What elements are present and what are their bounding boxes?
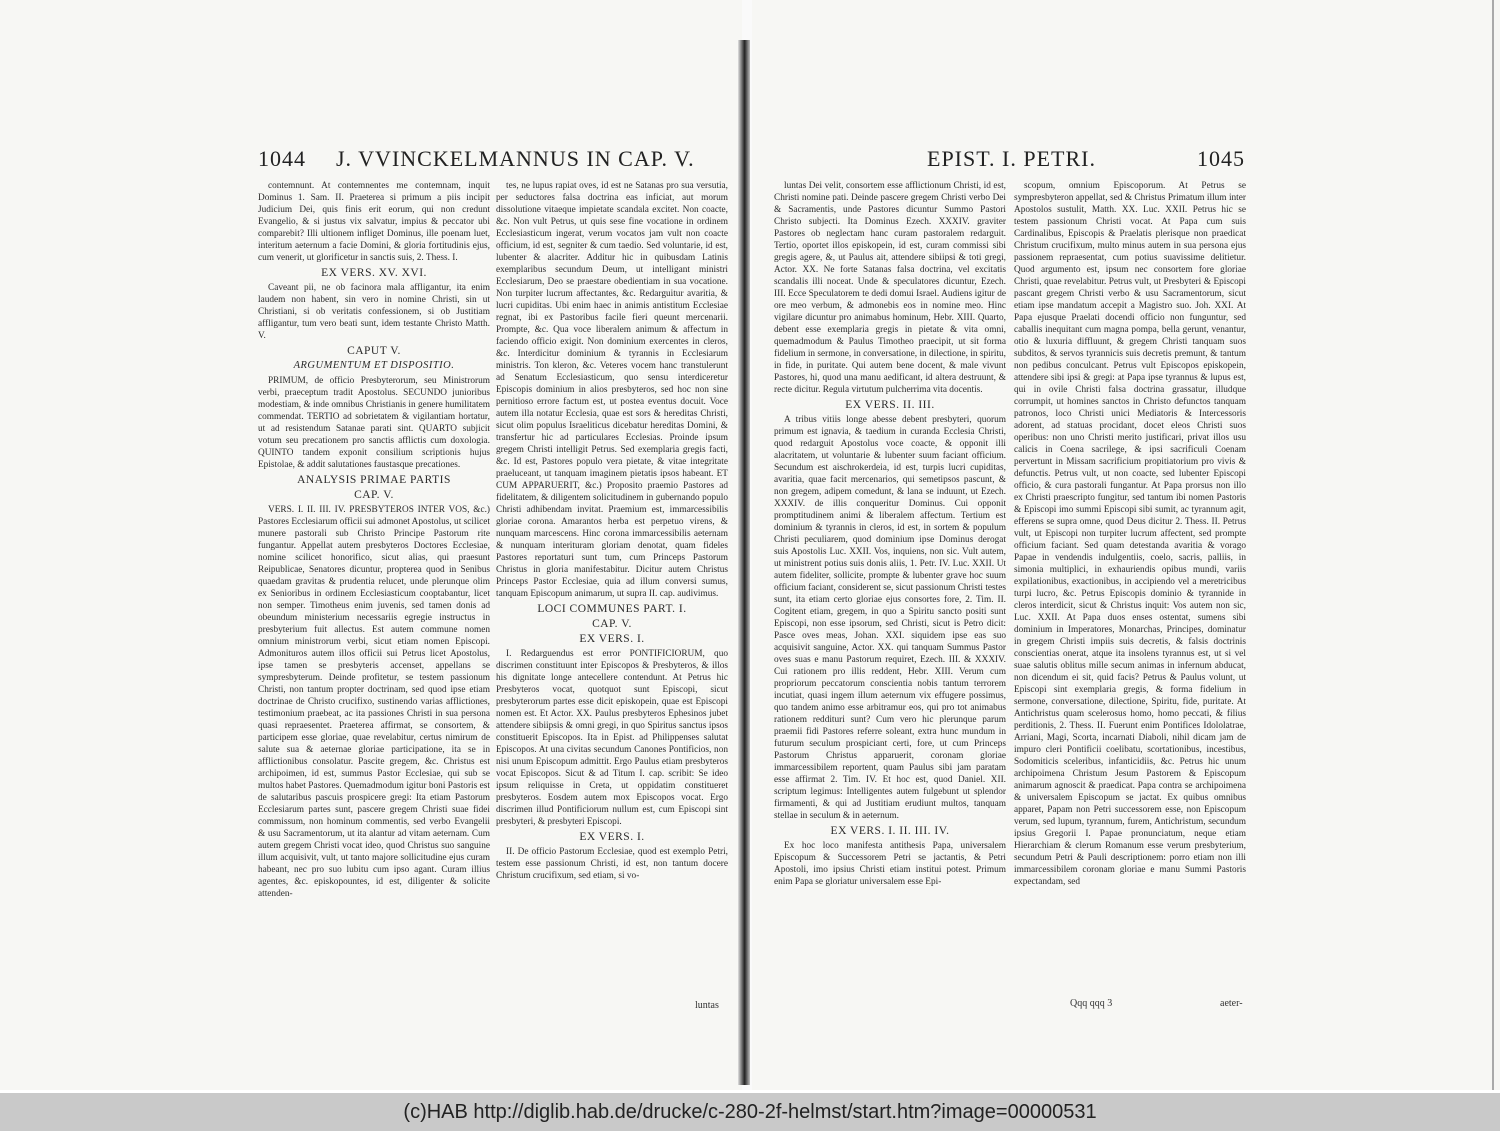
paragraph: I. Redarguendus est error PONTIFICIORUM, quo discrimen constituunt inter Episcopos & Presbyteros, & illos his dignitate longe antecellere contendunt. At Petrus hic Presbyteros vocat, quotquot sunt Episcopi, sicut presbyterorum partes esse dicit episkopein, quae est Episcopi nomen est. Et Actor. XX. Paulus presbyteros Ephesinos jubet attendere sibiipsis & omni gregi, in quo Spiritus sanctus ipsos constituerit Episcopos. Ita in Epist. ad Philippenses salutat Episcopos. At una civitas secundum Canones Pontificios, non nisi unum Episcopum admittit. Ergo Paulus etiam presbyteros vocat Episcopos. Sicut & ad Titum I. cap. scribit: Se ideo ipsum reliquisse in Creta, ut oppidatim constitueret presbyteros. Eosdem autem mox Episcopos vocat. Ergo discrimen illud Pontificiorum nullum est, cum Episcopi sint presbyteri, & presbyteri Episcopi. xyxy=(496,649,728,827)
section-heading: CAP. V. xyxy=(592,618,632,630)
right-page-number: 1045 xyxy=(1197,146,1245,171)
right-column-2 xyxy=(1014,180,1246,1000)
section-heading: EX VERS. I. xyxy=(579,633,645,645)
paragraph: II. De officio Pastorum Ecclesiae, quod est exemplo Petri, testem esse passionum Christi, id est, non tantum docere Christum crucifixum, sed etiam, si vo- xyxy=(496,847,728,881)
paragraph: PRIMUM, de officio Presbyterorum, seu Ministrorum verbi, praeceptum tradit Apostolus. SECUNDO junioribus modestiam, & inde omnibus Christianis in genere humilitatem commendat. TERTIO ad sobrietatem & vigilantiam hortatur, ut ad resistendum Satanae parati sint. QUARTO subjicit votum seu precationem pro sanctis afflictis cum doxologia. QUINTO tandem exponit consilium scriptionis hujus Epistolae, & addit salutationes faustasque precationes. xyxy=(258,376,490,470)
right-column-1 xyxy=(774,180,1006,1000)
left-column-2 xyxy=(496,180,728,1000)
left-column-1 xyxy=(258,180,490,1000)
section-heading: ARGUMENTUM ET DISPOSITIO. xyxy=(293,360,455,371)
paragraph: scopum, omnium Episcoporum. At Petrus se sympresbyteron appellat, sed & Christus Primatum illum inter Apostolos sustulit, Matth. XX. Luc. XXII. Petrus hic se testem passionum Christi vocat. At Papa cum suis Cardinalibus, Episcopis & Praelatis plerisque non praedicat Christum crucifixum, multo minus autem in sua persona ejus passionem repraesentat, cum potius suavissime delitietur. Quod argumento est, ipsum nec consortem fore gloriae Christi, quae revelabitur. Petrus vult, ut Presbyteri & Episcopi pascant gregem Christi verbo & usu Sacramentorum, sicut etiam ipse mandatum accepit a Magistro suo. Joh. XXI. At Papa ejusque Praelati docendi officio non funguntur, sed caballis inequitant cum magna pompa, bella gerunt, venantur, otio & luxuria diffluunt, & gregem Christi tanquam suos subditos, & servos tyrannicis suis decretis premunt, & tantum non pedibus conculcant. Petrus vult Episcopos episkopein, attendere sibi ipsi & gregi: at Papa ipse tyrannus & lupus est, qui in ovile Christi falsa doctrina grassatur, illudque corrumpit, ut homines sanctos in Christo defunctos tanquam patronos, loco Christi unici Mediatoris & Intercessoris adorent, ad statuas procidant, docet eleos Christi suos operibus: non uno Christi merito justificari, privat illos usu calicis in Coena sacrilege, & ipsi sacrificuli Coenam pervertunt in Missam sacrificium propitiatorium pro vivis & defunctis. Petrus vult, ut non coacte, sed lubenter Episcopi officio, & cura pastorali fungantur. At Papa prorsus non illo ex Christi praescripto fungitur, sed tantum ibi nomen Pastoris & Episcopi imo summi Episcopi sibi sumit, ac tyrannum agit, efferens se supra omne, quod Deus dicitur 2. Thess. II. Petrus vult, ut Episcopi non turpiter lucrum affectent, sed prompte officium faciant. Sed quam detestanda avaritia & vorago Papae in vendendis indulgentiis, coelo, sacris, palliis, in simonia multiplici, in exhauriendis opibus mundi, variis expilationibus, exactionibus, in accipiendo vel a meretricibus turpi lucro, &c. Petrus Episcopis dominio & tyrannide in cleros interdicit, sicut & Christus inquit: Vos autem non sic, Luc. XXII. At Papa duos enses ostentat, sumens sibi dominium in Imperatores, Monarchas, Principes, dominatur in gregem Christi impiis suis decretis, & falsis doctrinis conscientias onerat, atque ita insolens tyrannus est, ut si vel suae salutis oblitus mille secum animas in infernum abducat, non dicendum ei sit, quid facis? Petrus & Paulus volunt, ut Episcopi sint exemplaria gregis, & forma fidelium in sermone, conversatione, dilectione, Spiritu, fide, puritate. At Antichristus quam scelerosus homo, homo peccati, & filius perditionis, 2. Thess. II. Fuerunt enim Pontifices Idololatrae, Arriani, Magi, Scorta, incarnati Diaboli, nihil dicam jam de impuro cleri Pontificii coelibatu, scortationibus, incestibus, Sodomiticis sceleribus, infanticidiis, &c. Petrus hic unum archipoimena Christum Jesum Pastorem & Episcopum animarum agnoscit & praedicat. Papa contra se archipoimena & universalem Episcopum se jactat. Ex quibus omnibus apparet, Papam non Petri successorem esse, non Episcopum verum, sed lupum, tyrannum, furem, Antichristum, secundum ipsius Gregorii I. Papae pronunciatum, neque etiam Hierarchiam & clerum Romanum esse verum presbyterium, secundum Petri & Pauli descriptionem: porro etiam non illi immarcessibilem coronam gloriae e manu Summi Pastoris expectandam, sed xyxy=(1014,181,1246,887)
paragraph: Caveant pii, ne ob facinora mala affligantur, ita enim laudem non habent, sin vero in nomine Christi, sin ut Christiani, si ob veritatis confessionem, si ob Justitiam affligantur, tum vero beati sunt, idem testante Christo Matth. V. xyxy=(258,283,490,341)
paragraph: VERS. I. II. III. IV. PRESBYTEROS INTER VOS, &c.) Pastores Ecclesiarum officii sui admonet Apostolus, ut scilicet munere pastorali sub Christo Principe Pastorum rite fungantur. Appellat autem presbyteros Doctores Ecclesiae, nomine scilicet honorifico, sicut alias, qui praesunt Reipublicae, Senatores dicuntur, propterea quod in Senibus quaedam gravitas & prudentia relucet, unde plerunque olim ex Senioribus in ordinem Ecclesiasticum cooptabantur, licet non semper. Timotheus enim juvenis, sed tamen donis ad obeundum ministerium necessariis egregie instructus in presbyterium fuit allectus. Est autem commune nomen omnium ministrorum verbi, sicut etiam nomen Episcopi. Admonituros autem illos officii sui Petrus licet Apostolus, ipse tamen se presbyteris accenset, appellans se sympresbyterum. Deinde profitetur, se testem passionum Christi, non tantum propter doctrinam, sed quod ipse etiam doctrinae de Christo crucifixo, sustinendo varias afflictiones, testimonium praebeat, ac ita passiones Christi in sua persona quasi repraesentet. Praeterea affirmat, se consortem, & participem esse gloriae, quae revelabitur, certus nimirum de salute sua & aeternae gloriae participatione, ita se in afflictionibus consolatur. Pascite gregem, &c. Christus est archipoimen, id est, summus Pastor Ecclesiae, qui sub se multos habet Pastores. Quemadmodum igitur boni Pastoris est de salutaribus pascuis prospicere gregi: Ita etiam Pastorum Ecclesiarum partes sunt, pascere gregem Christi suae fidei commissum, non hominum commentis, sed verbo Evangelii & usu Sacramentorum, ut ita alantur ad vitam aeternam. Cum autem gregem Christi vocat ideo, quod Christus suo sanguine illum acquisivit, vult, ut tanto majore sollicitudine ejus curam habeant, nec pro suo lubitu cum ipso agant. Curam illius agentes, &c. episkopountes, id est, diligenter & solicite attenden- xyxy=(258,505,490,899)
section-heading: EX VERS. XV. XVI. xyxy=(321,267,427,279)
section-heading: EX VERS. II. III. xyxy=(845,399,935,411)
citation-text: (c)HAB http://diglib.hab.de/drucke/c-280-2f-helmst/start.htm?image=00000531 xyxy=(403,1100,1097,1123)
left-catchword: luntas xyxy=(695,1000,719,1011)
section-heading: CAP. V. xyxy=(354,489,394,501)
section-heading: LOCI COMMUNES PART. I. xyxy=(537,603,687,615)
page-edge xyxy=(1492,0,1494,1090)
section-heading: CAPUT V. xyxy=(347,345,401,357)
paragraph: Ex hoc loco manifesta antithesis Papa, universalem Episcopum & Successorem Petri se jactantis, & Petri Apostoli, imo ipsius Christi etiam institui potest. Primum enim Papa se gloriatur universalem esse Epi- xyxy=(774,841,1006,887)
paragraph: luntas Dei velit, consortem esse afflictionum Christi, id est, Christi nomine pati. Deinde pascere gregem Christi verbo Dei & Sacramentis, unde Pastores dicuntur Summo Pastori Christo subjecti. Ita Dominus Ezech. XXXIV. graviter Pastores ob neglectam hanc curam pastoralem redarguit. Tertio, oportet illos episkopein, id est, curam commissi sibi gregis agere, &, ut Paulus ait, attendere sibiipsi & toti gregi, Actor. XX. Ne forte Satanas falsa doctrina, vel excitatis scandalis illi noceat. Unde & speculatores dicuntur, Ezech. III. Ecce Speculatorem te dedi domui Israel. Audiens igitur de ore meo verbum, & admonebis eos in nomine meo. Hinc vigilare dicuntur pro animabus hominum, Hebr. XIII. Quarto, debent esse exemplaria gregis in pietate & vita omni, quemadmodum & Paulus Timotheo praecipit, ut sit forma fidelium in sermone, in conversatione, in dilectione, in spiritu, in fide, in puritate. Qui autem bene docent, & male vivunt Pastores, hi, quod una manu aedificant, id altera destruunt, & recte dicitur. Regula virtutum pulcherrima vita docentis. xyxy=(774,181,1006,395)
section-heading: ANALYSIS PRIMAE PARTIS xyxy=(297,474,451,486)
citation-bar xyxy=(0,1093,1500,1131)
book-gutter xyxy=(738,40,750,1085)
left-page-number: 1044 xyxy=(258,146,306,171)
section-heading: EX VERS. I. II. III. IV. xyxy=(830,825,950,837)
paragraph: A tribus vitiis longe abesse debent presbyteri, quorum primum est ignavia, & taedium in curanda Ecclesia Christi, quod redarguit Apostolus voce coacte, & opponit illi alacritatem, ut voluntarie & lubenter suum faciant officium. Secundum est aischrokerdeia, id est, turpis lucri cupiditas, avaritia, quae facit mercenarios, qui semetipsos pascunt, & non gregem, adipem comedunt, & lana se induunt, ut Ezech. XXXIV. de illis conqueritur Dominus. Cui opponit promptitudinem animi & liberalem affectum. Tertium est dominium & tyrannis in cleros, id est, in sortem & populum Christi peculiarem, quod dominium ipse Dominus derogat suis Apostolis Luc. XXII. Vos, inquiens, non sic. Vult autem, ut ministrent potius suis donis aliis, 1. Petr. IV. Luc. XXII. Ut autem fideliter, sollicite, prompte & lubenter grave hoc suum officium faciant, considerent se, sicut passionum Christi testes sunt, ita etiam certo gloriae ejus consortes fore, 2. Tim. II. Cogitent etiam, gregem, in quo a Spiritu sancto positi sunt Episcopi, non esse ipsorum, sed Christi, sicut is Petro dicit: Pasce oves meas, Johan. XXI. siquidem ipse eas suo acquisivit sanguine, Actor. XX. qui tanquam Summus Pastor oves suas e manu Pastorum requiret, Ezech. III. & XXXIV. Cui rationem pro illis reddent, Hebr. XIII. Verum cum propriorum peccatorum conscientia nobis tantum terrorem incutiat, quasi ingem illum aeternum vix effugere possimus, quo tandem animo esse arbitramur eos, qui pro tot animabus rationem reddituri sunt? Cum vero hic plerunque parum praemii fidi Pastores referre soleant, extra hunc mundum in futurum seculum prospiciant certi, fore, ut cum Princeps Pastorum Christus apparuerit, coronam gloriae immarcessibilem reportent, quam Paulus sibi jam paratam esse affirmat 2. Tim. IV. Et hoc est, quod Daniel. XII. scriptum legimus: Intelligentes autem fulgebunt ut splendor firmamenti, & qui ad Justitiam erudiunt multos, tanquam stellae in seculum & in aeternum. xyxy=(774,415,1006,821)
right-running-head: EPIST. I. PETRI. xyxy=(927,146,1096,171)
left-page xyxy=(0,0,742,1090)
left-running-head: J. VVINCKELMANNUS IN CAP. V. xyxy=(336,146,695,171)
right-catchword: aeter- xyxy=(1220,998,1243,1009)
signature-mark: Qqq qqq 3 xyxy=(1070,998,1113,1009)
paragraph: contemnunt. At contemnentes me contemnam, inquit Dominus 1. Sam. II. Praeterea si primum a piis incipit Judicium Dei, quis finis erit eorum, qui non credunt Evangelio, & si justus vix salvatur, impius & peccator ubi comparebit? Illi ultionem infliget Dominus, ille poenam luet, interitum aeternum a facie Domini, & gloria fortitudinis ejus, cum venerit, ut glorificetur in sanctis suis, 2. Thess. I. xyxy=(258,181,490,263)
paragraph: tes, ne lupus rapiat oves, id est ne Satanas pro sua versutia, per seductores falsa doctrina eas inficiat, aut morum dissolutione vitaeque impietate scandala excitet. Non coacte, &c. Non vult Petrus, ut quis sese fine vocatione in ordinem Ecclesiasticum ingerat, verum vocatos jam vult non coacte officium, id est, segniter & cum taedio. Sed voluntarie, id est, lubenter & alacriter. Additur hic in quibusdam Latinis exemplaribus secundum Deum, ut intelligant ministri Ecclesiarum, Deo se praestare obedientiam in sua vocatione. Non turpiter lucrum affectantes, &c. Redarguitur avaritia, & lucri cupiditas. Ubi enim haec in animis antistitum Ecclesiae regnat, ibi ex Pastoribus facile fieri queunt mercenarii. Prompte, &c. Qua voce liberalem animum & affectum in faciendo officio exigit. Non dominium exercentes in cleros, &c. Interdicitur dominium & tyrannis in Ecclesiarum ministris. Ton kleron, &c. Veteres vocem hanc transtulerunt ad Senatum Ecclesiasticum, quo sensu interdiceretur Episcopis dominium in alios presbyteros, sed hoc non sine pernitioso errore factum est, ut postea eventus docuit. Voce autem illa notatur Ecclesia, quae est sors & hereditas Christi, sicut olim populus Israeliticus dicebatur hereditas Domini, & transfertur hic ad particulares Ecclesias. Proinde ipsum gregem Christi intelligit Petrus. Sed exemplaria gregis facti, &c. Id est, Pastores populo vera pietate, & vitae integritate praeluceant, ut tanquam imaginem pietatis ipsos habeant. ET CUM APPARUERIT, &c.) Proposito praemio Pastores ad fidelitatem, & diligentem solicitudinem in gubernando populo Christi adhibendam invitat. Praemium est, immarcessibilis gloriae corona. Amarantos herba est perpetuo virens, & nunquam marcescens. Hinc corona immarcessibilis aeternam & nunquam interituram gloriam denotat, quam fideles Pastores reportaturi sunt tum, cum Princeps Pastorum Christus in gloria manifestabitur. Dicitur autem Christus Princeps Pastor Ecclesiae, quia ad illum conversi sumus, tanquam Episcopum animarum, ut supra II. cap. audivimus. xyxy=(496,181,728,599)
section-heading: EX VERS. I. xyxy=(579,831,645,843)
right-page xyxy=(752,0,1500,1090)
